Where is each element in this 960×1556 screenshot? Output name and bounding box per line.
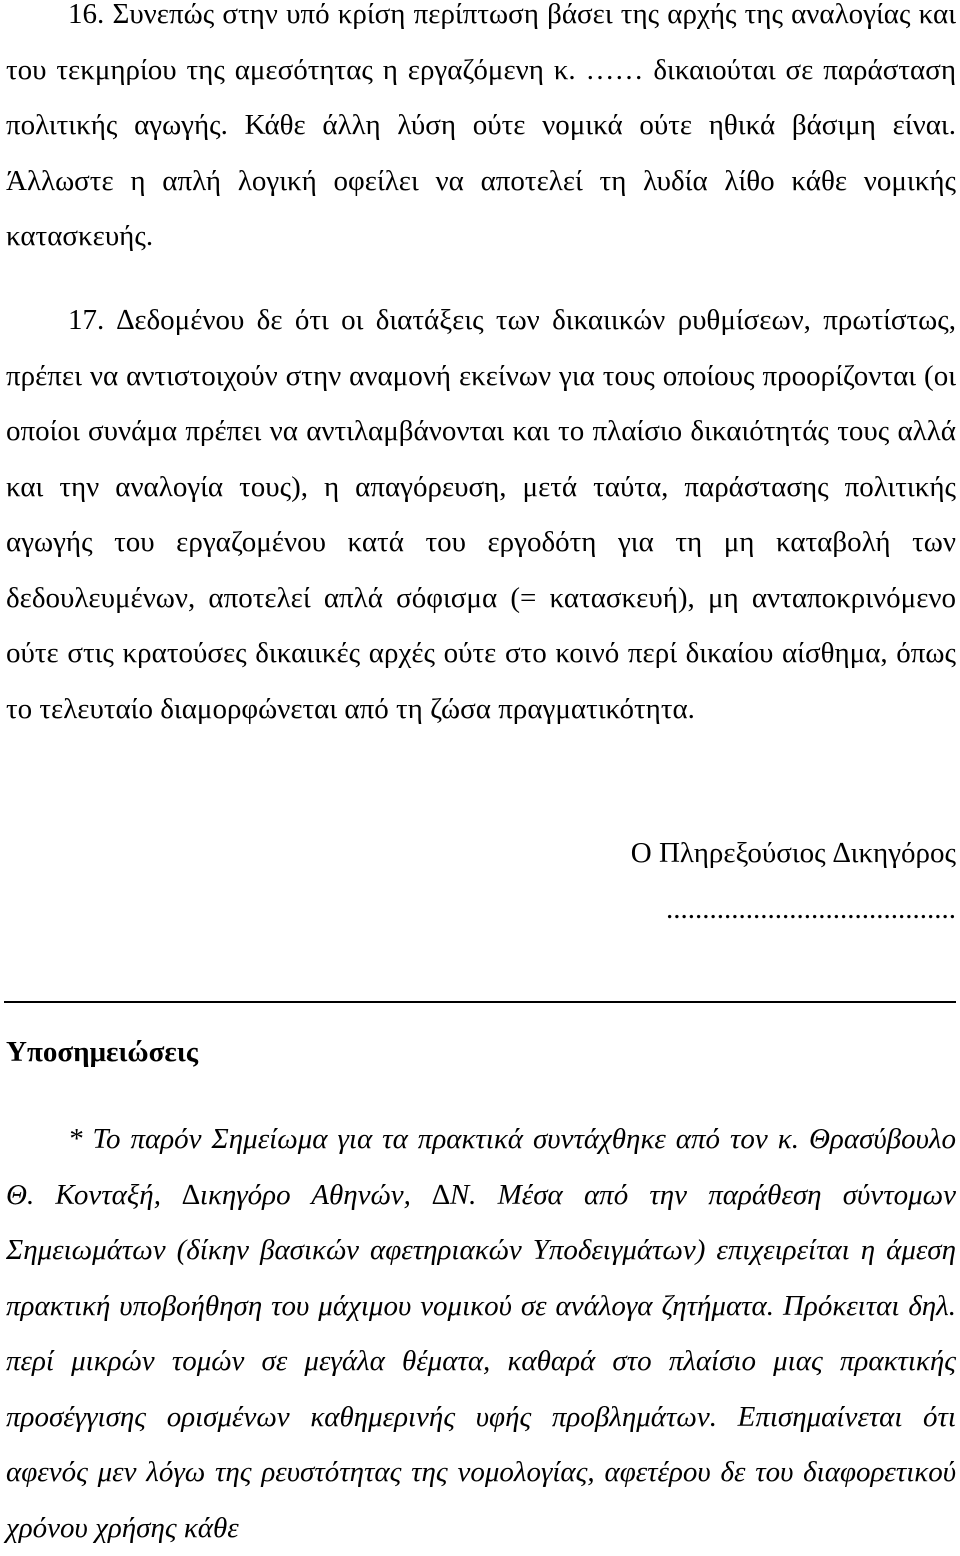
- paragraph-16: [6, 0, 956, 265]
- signature-placeholder: ........................................: [666, 893, 956, 925]
- paragraph-number: 16.: [68, 0, 105, 30]
- footnote-divider: [4, 1001, 956, 1003]
- paragraph-number: 17.: [68, 304, 105, 336]
- paragraph-text: Συνεπώς στην υπό κρίση περίπτωση βάσει της αρχής της αναλογίας και του τεκμηρίου της αμεσότητας η εργαζόμενη κ. …… δικαιούται σε παράσταση πολιτικής αγωγής. Κάθε άλλη λύση ούτε νομικά ούτε ηθικά βάσιμη είναι. Άλλωστε η απλή λογική οφείλει να αποτελεί τη λυδία λίθο κάθε νομικής κατασκευής.: [6, 0, 957, 252]
- footnote-text: * Το παρόν Σημείωμα για τα πρακτικά συντάχθηκε από τον κ. Θρασύβουλο Θ. Κονταξή, ∆ικηγόρο Αθηνών, ∆Ν. Μέσα από την παράθεση σύντομων Σημειωμάτων (δίκην βασικών αφετηριακών Υποδειγμάτων) επιχειρείται η άμεση πρακτική υποβοήθηση του μάχιμου νομικού σε ανάλογα ζητήματα. Πρόκειται δηλ. περί μικρών τομών σε μεγάλα θέματα, καθαρά στο πλαίσιο μιας πρακτικής προσέγγισης ορισμένων καθημερινής υφής προβλημάτων. Επισημαίνεται ότι αφενός μεν λόγω της ρευστότητας της νομολογίας, αφετέρου δε του διαφορετικού χρόνου χρήσης κάθε: [6, 1123, 956, 1544]
- paragraph-17: [6, 293, 956, 737]
- paragraph-text: ∆εδομένου δε ότι οι διατάξεις των δικαιικών ρυθμίσεων, πρωτίστως, πρέπει να αντιστοιχούν στην αναμονή εκείνων για τους οποίους προορίζονται (οι οποίοι συνάμα πρέπει να αντιλαμβάνονται και το πλαίσιο δικαιότητάς τους αλλά και την αναλογία τους), η απαγόρευση, μετά ταύτα, παράστασης πολιτικής αγωγής του εργαζομένου κατά του εργοδότη για τη μη καταβολή των δεδουλευμένων, αποτελεί απλά σόφισμα (= κατασκευή), μη ανταποκρινόμενο ούτε στις κρατούσες δικαιικές αρχές ούτε στο κοινό περί δικαίου αίσθημα, όπως το τελευταίο διαμορφώνεται από τη ζώσα πραγματικότητα.: [6, 304, 957, 725]
- signature-title: Ο Πληρεξούσιος ∆ικηγόρος: [630, 837, 956, 869]
- footnotes-heading: Υποσημειώσεις: [6, 1036, 198, 1068]
